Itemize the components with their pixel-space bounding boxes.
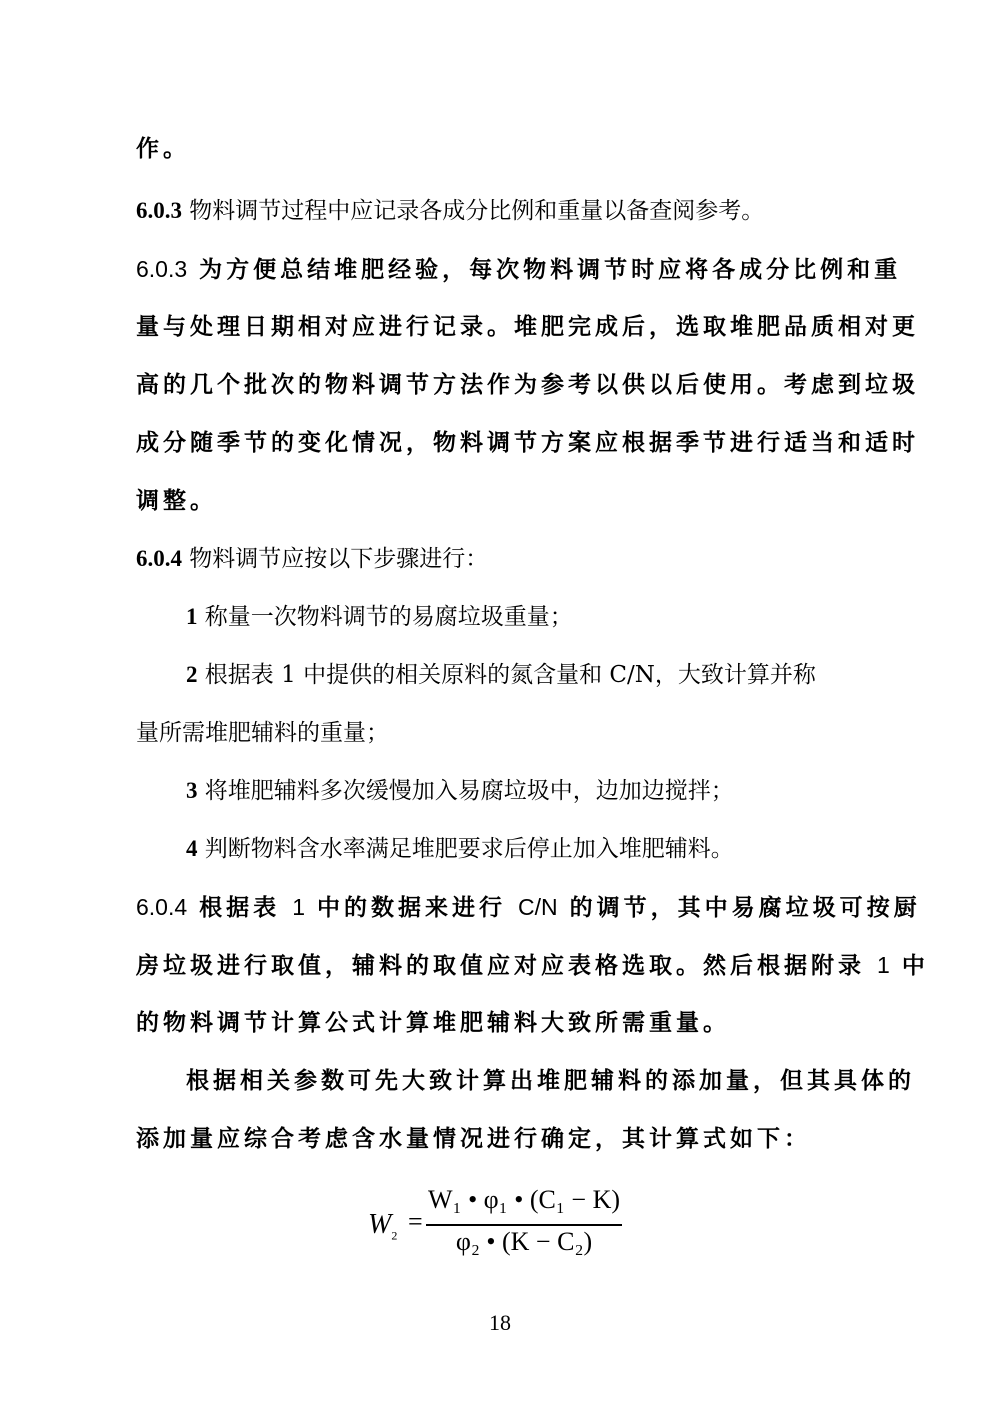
commentary-6-0-3-line-3: 高的几个批次的物料调节方法作为参考以供以后使用。考虑到垃圾 <box>136 372 919 398</box>
clause-number: 6.0.4 <box>136 894 188 920</box>
commentary-6-0-4-line-1: 6.0.4 根据表 1 中的数据来进行 C/N 的调节，其中易腐垃圾可按厨 <box>136 894 921 921</box>
page-number: 18 <box>489 1310 511 1335</box>
commentary-6-0-4-line-2: 房垃圾进行取值，辅料的取值应对应表格选取。然后根据附录 1 中 <box>136 952 929 979</box>
clause-number: 6.0.3 <box>136 198 182 223</box>
continuation-line: 作。 <box>136 136 190 162</box>
step-4: 4 判断物料含水率满足堆肥要求后停止加入堆肥辅料。 <box>186 836 734 862</box>
step-2-continued: 量所需堆肥辅料的重量； <box>136 720 389 746</box>
step-2: 2 根据表 1 中提供的相关原料的氮含量和 C/N，大致计算并称 <box>186 662 816 688</box>
commentary-6-0-3-line-2: 量与处理日期相对应进行记录。堆肥完成后，选取堆肥品质相对更 <box>136 314 919 340</box>
step-1: 1 称量一次物料调节的易腐垃圾重量； <box>186 604 573 630</box>
formula-equals: = <box>408 1207 423 1236</box>
commentary-6-0-4-line-3: 的物料调节计算公式计算堆肥辅料大致所需重量。 <box>136 1010 730 1036</box>
clause-number: 6.0.4 <box>136 546 182 571</box>
clause-text: 物料调节应按以下步骤进行： <box>182 546 489 572</box>
commentary-6-0-3-line-5: 调整。 <box>136 488 217 514</box>
clause-number: 6.0.3 <box>136 256 188 282</box>
formula-lhs: $W_2$ <box>368 1209 398 1243</box>
step-3: 3 将堆肥辅料多次缓慢加入易腐垃圾中，边加边搅拌； <box>186 778 734 804</box>
clause-text: 物料调节过程中应记录各成分比例和重量以备查阅参考。 <box>182 198 765 224</box>
clause-6-0-3-standard <box>136 196 860 226</box>
fraction-bar <box>426 1224 622 1226</box>
commentary-6-0-3-line-1: 6.0.3 为方便总结堆肥经验，每次物料调节时应将各成分比例和重 <box>136 256 902 283</box>
clause-6-0-4-standard <box>136 544 860 574</box>
paragraph-line-2: 添加量应综合考虑含水量情况进行确定，其计算式如下： <box>136 1126 811 1152</box>
formula-numerator: W₁ • φ₁ • (C₁ − K) <box>427 1185 621 1214</box>
commentary-6-0-3-line-4: 成分随季节的变化情况，物料调节方案应根据季节进行适当和适时 <box>136 430 919 456</box>
paragraph-line-1: 根据相关参数可先大致计算出堆肥辅料的添加量，但其具体的 <box>186 1068 915 1094</box>
formula-w2 <box>368 1185 638 1270</box>
formula-denominator: φ₂ • (K − C₂) <box>455 1227 593 1256</box>
